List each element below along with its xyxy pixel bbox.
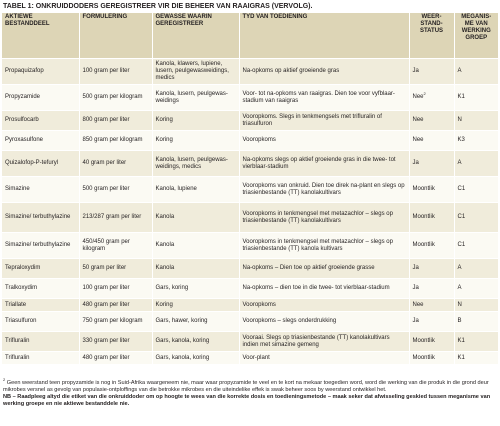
table-row: [2, 203, 498, 233]
table-row: [2, 59, 498, 85]
table-row: [2, 85, 498, 111]
table-row: [2, 233, 498, 259]
cell-formulation: 100 gram per liter: [79, 279, 152, 299]
cell-active-ingredient: Simazine: [2, 177, 79, 203]
cell-active-ingredient: Quizalofop-P-tefuryl: [2, 151, 79, 177]
cell-mode-of-action-group: C1: [454, 177, 498, 203]
cell-formulation: 100 gram per liter: [79, 59, 152, 85]
cell-resistance-status: Ja: [409, 59, 454, 85]
cell-resistance-status: Ja: [409, 259, 454, 279]
cell-registered-crops: Koring: [152, 111, 239, 131]
table-row: [2, 279, 498, 299]
cell-registered-crops: Kanola, lupiene: [152, 177, 239, 203]
cell-resistance-status: Moontlik: [409, 233, 454, 259]
cell-mode-of-action-group: A: [454, 151, 498, 177]
cell-active-ingredient: Pyroxasulfone: [2, 131, 79, 151]
cell-application-timing: Na-opkoms slegs op aktief groeiende gras in die twee- tot vierblaar-stadium: [239, 151, 409, 177]
cell-application-timing: Na-opkoms – Dien toe op aktief groeiende grasse: [239, 259, 409, 279]
cell-formulation: 480 gram per liter: [79, 352, 152, 365]
cell-mode-of-action-group: A: [454, 259, 498, 279]
cell-application-timing: Vooraai. Slegs op triasienbestande (TT) kanolakultivars indien met simazine gemeng: [239, 332, 409, 352]
header-formulation: FORMULERING: [79, 13, 152, 59]
cell-active-ingredient: Triasulfuron: [2, 312, 79, 332]
cell-formulation: 330 gram per liter: [79, 332, 152, 352]
cell-mode-of-action-group: N: [454, 111, 498, 131]
cell-resistance-status: Moontlik: [409, 332, 454, 352]
cell-formulation: 50 gram per liter: [79, 259, 152, 279]
cell-mode-of-action-group: C1: [454, 233, 498, 259]
header-row: [2, 13, 498, 59]
cell-mode-of-action-group: K3: [454, 131, 498, 151]
table-row: [2, 332, 498, 352]
cell-resistance-status: Moontlik: [409, 177, 454, 203]
footnote-marker: 2: [3, 377, 6, 383]
table-row: [2, 352, 498, 365]
cell-active-ingredient: Trifluralin: [2, 332, 79, 352]
footnote-text: Geen weerstand teen propyzamide is nog in Suid-Afrika waargeneem nie, maar waar propyzamide te veel en te kort na mekaar toegedien word, word die werking van die produk in die grond deur mikrobes versnel as gevolg van populasie-ontploffings van die betrokke mikrobes en die uiteindelike effek is swak beheer soos by weerstand ontwikkel het.: [3, 380, 489, 393]
cell-resistance-status: Nee: [409, 111, 454, 131]
table-row: [2, 111, 498, 131]
nb-note: NB – Raadpleeg altyd die etiket van die onkruiddoder om op hoogte te wees van die korrekte dosis en toedieningsmetode – maak seker dat afwisseling geskied tussen meganisme van werking groepe en nie aktiewe bestanddele nie.: [3, 394, 491, 407]
cell-active-ingredient: Simazine/ terbuthylazine: [2, 203, 79, 233]
cell-application-timing: Vooropkoms in tenkmengsel met metazachlor – slegs op triasienbestande (TT) kanola kultivars: [239, 233, 409, 259]
cell-formulation: 40 gram per liter: [79, 151, 152, 177]
cell-application-timing: Voor-plant: [239, 352, 409, 365]
cell-active-ingredient: Prosulfocarb: [2, 111, 79, 131]
header-mode-of-action-group: MEGANIS-ME VAN WERKING GROEP: [454, 13, 498, 59]
cell-application-timing: Na-opkoms – dien toe in die twee- tot vierblaar-stadium: [239, 279, 409, 299]
cell-mode-of-action-group: K1: [454, 332, 498, 352]
cell-registered-crops: Kanola: [152, 203, 239, 233]
cell-application-timing: Voor- tot na-opkoms van raaigras. Dien toe voor vyfblaar-stadium van raaigras: [239, 85, 409, 111]
header-resistance-status: WEER-STAND-STATUS: [409, 13, 454, 59]
cell-registered-crops: Kanola, klawers, lupiene, lusern, peulgewasweidings, medics: [152, 59, 239, 85]
cell-registered-crops: Kanola: [152, 259, 239, 279]
cell-resistance-status: Nee$^2$: [409, 85, 454, 111]
cell-registered-crops: Gars, koring: [152, 279, 239, 299]
cell-mode-of-action-group: K1: [454, 85, 498, 111]
resistance-footnote-marker: 2: [423, 91, 426, 96]
cell-registered-crops: Kanola, lusern, peulgewas-weidings, medics: [152, 151, 239, 177]
cell-mode-of-action-group: B: [454, 312, 498, 332]
cell-mode-of-action-group: N: [454, 299, 498, 312]
cell-registered-crops: Kanola, lusern, peulgewas-weidings: [152, 85, 239, 111]
cell-resistance-status: Ja: [409, 312, 454, 332]
cell-application-timing: Vooropkoms van onkruid. Dien toe direk na-plant en slegs op triasienbestande (TT) kanolakultivars: [239, 177, 409, 203]
cell-mode-of-action-group: A: [454, 59, 498, 85]
cell-application-timing: Na-opkoms op aktief groeiende gras: [239, 59, 409, 85]
cell-application-timing: Vooropkoms: [239, 299, 409, 312]
cell-application-timing: Vooropkoms in tenkmengsel met metazachlor – slegs op triasienbestande (TT) kanolakultivars: [239, 203, 409, 233]
table-body: [2, 59, 498, 365]
cell-resistance-status: Ja: [409, 151, 454, 177]
cell-formulation: 480 gram per liter: [79, 299, 152, 312]
cell-application-timing: Vooropkoms: [239, 131, 409, 151]
header-active-ingredient: AKTIEWE BESTANDDEEL: [2, 13, 79, 59]
cell-formulation: 213/287 gram per liter: [79, 203, 152, 233]
cell-registered-crops: Kanola: [152, 233, 239, 259]
table-notes: [3, 377, 497, 408]
cell-active-ingredient: Tralkoxydim: [2, 279, 79, 299]
cell-registered-crops: Gars, kanola, koring: [152, 332, 239, 352]
herbicide-table: [2, 13, 498, 365]
cell-active-ingredient: Tepraloxydim: [2, 259, 79, 279]
cell-active-ingredient: Simazine/ terbuthylazine: [2, 233, 79, 259]
cell-active-ingredient: Propyzamide: [2, 85, 79, 111]
table-row: [2, 312, 498, 332]
cell-formulation: 500 gram per liter: [79, 177, 152, 203]
cell-formulation: 750 gram per kilogram: [79, 312, 152, 332]
table-row: [2, 151, 498, 177]
table-row: [2, 299, 498, 312]
cell-mode-of-action-group: A: [454, 279, 498, 299]
cell-registered-crops: Koring: [152, 131, 239, 151]
cell-registered-crops: Koring: [152, 299, 239, 312]
cell-resistance-status: Nee: [409, 299, 454, 312]
cell-formulation: 500 gram per kilogram: [79, 85, 152, 111]
table-row: [2, 131, 498, 151]
cell-formulation: 450/450 gram per kilogram: [79, 233, 152, 259]
cell-registered-crops: Gars, hawer, koring: [152, 312, 239, 332]
table-row: [2, 177, 498, 203]
cell-formulation: 850 gram per kilogram: [79, 131, 152, 151]
cell-application-timing: Vooropkoms. Slegs in tenkmengsels met trifluralin of triasulfuron: [239, 111, 409, 131]
cell-active-ingredient: Triallate: [2, 299, 79, 312]
cell-mode-of-action-group: C1: [454, 203, 498, 233]
cell-resistance-status: Moontlik: [409, 352, 454, 365]
cell-mode-of-action-group: K1: [454, 352, 498, 365]
cell-resistance-status: Ja: [409, 279, 454, 299]
cell-active-ingredient: Propaquizafop: [2, 59, 79, 85]
header-application-timing: TYD VAN TOEDIENING: [239, 13, 409, 59]
cell-formulation: 800 gram per liter: [79, 111, 152, 131]
table-title: TABEL 1: ONKRUIDDODERS GEREGISTREER VIR DIE BEHEER VAN RAAIGRAS (VERVOLG).: [3, 3, 313, 10]
cell-application-timing: Vooropkoms – slegs onderdrukking: [239, 312, 409, 332]
cell-active-ingredient: Trifluralin: [2, 352, 79, 365]
cell-resistance-status: Moontlik: [409, 203, 454, 233]
footnote: [3, 377, 497, 394]
header-registered-crops: GEWASSE WAARIN GEREGISTREER: [152, 13, 239, 59]
cell-registered-crops: Gars, kanola, koring: [152, 352, 239, 365]
table-row: [2, 259, 498, 279]
cell-resistance-status: Nee: [409, 131, 454, 151]
